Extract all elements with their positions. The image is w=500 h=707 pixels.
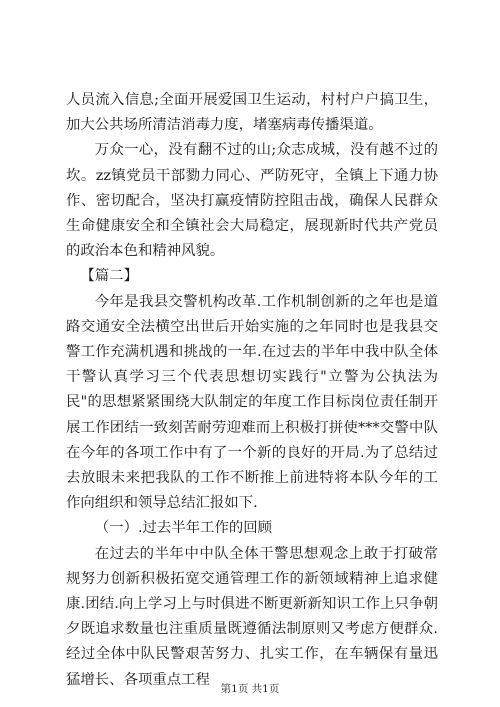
subsection-title: （一）.过去半年工作的回顾 [94, 520, 273, 537]
paragraph-unity: 万众一心，没有翻不过的山;众志成城，没有越不过的坎。zz镇党员干部勠力同心、严防死守，全镇上下通力协作、密切配合，坚决打赢疫情防控阻击战，确保人民群众生命健康安全和全镇社会大局稳定，展现新时代共产党员的政治本色和精神风貌。 [66, 142, 438, 260]
document-body [66, 88, 438, 693]
paragraph-review: 在过去的半年中中队全体干警思想观念上敢于打破常规努力创新积极拓宽交通管理工作的新领域精神上追求健康.团结.向上学习上与时俱进不断更新新知识工作上只争朝夕既追求数量也注重质量既遵循法制原则又考虑方便群众.经过全体中队民警艰苦努力、扎实工作，在车辆保有量迅猛增长、各项重点工程 [66, 545, 438, 688]
paragraph-continued: 人员流入信息;全面开展爱国卫生运动，村村户户搞卫生，加大公共场所清洁消毒力度，堵塞病毒传播渠道。 [66, 92, 438, 134]
paragraph-intro: 今年是我县交警机构改革.工作机制创新的之年也是道路交通安全法横空出世后开始实施的之年同时也是我县交警工作充满机遇和挑战的一年.在过去的半年中我中队全体干警认真学习三个代表思想切实践行"立警为公执法为民"的思想紧紧围绕大队制定的年度工作目标岗位责任制开展工作团结一致刻苦耐劳迎难而上积极打拼使***交警中队在今年的各项工作中有了一个新的良好的开局.为了总结过去放眼未来把我队的工作不断推上前进特将本队今年的工作向组织和领导总结汇报如下. [66, 293, 438, 512]
page-footer: 第1页 共1页 [220, 683, 280, 695]
section-heading: 【篇二】 [80, 268, 138, 285]
